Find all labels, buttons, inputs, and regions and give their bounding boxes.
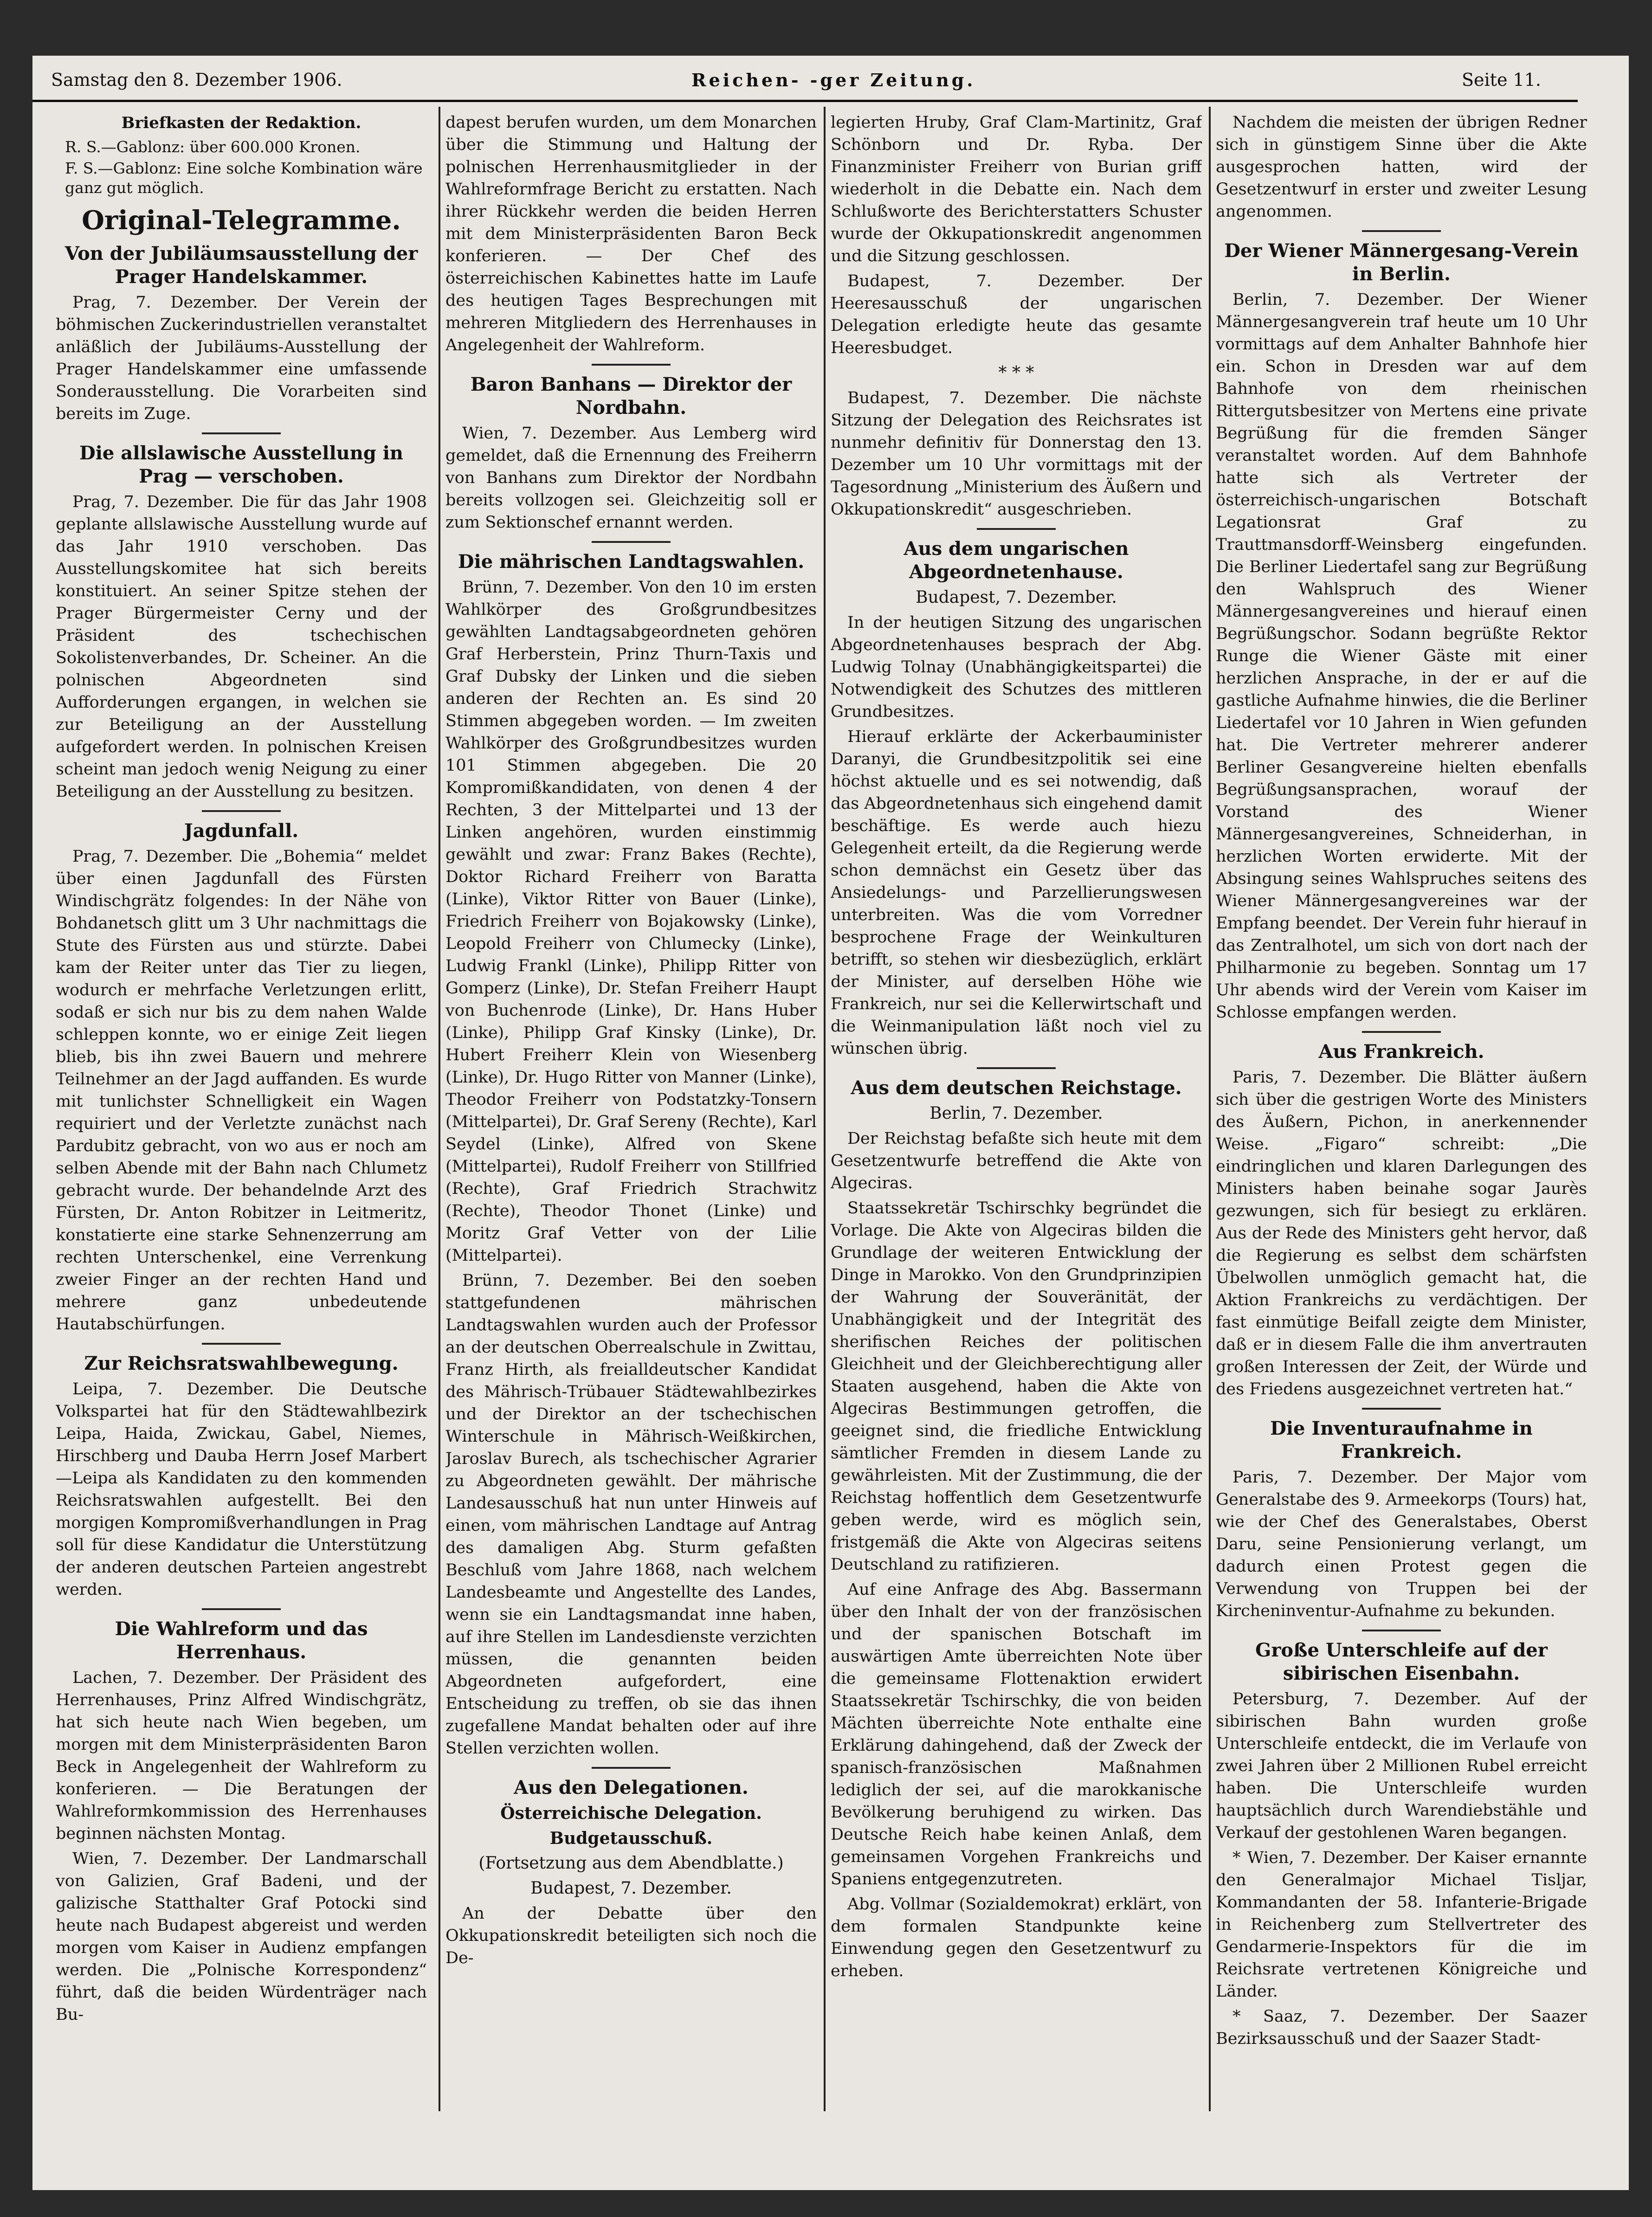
article-title: Aus dem deutschen Reichstage. bbox=[851, 1077, 1182, 1099]
separator bbox=[592, 1767, 671, 1769]
separator bbox=[977, 1067, 1056, 1069]
article-title: Aus den Delegationen. bbox=[514, 1777, 749, 1798]
article-text: Auf eine Anfrage des Abg. Bassermann über den Inhalt der von der französischen und der spanischen Botschaft im auswärtigen Amte überreichten Note über die gemeinsame Flottenaktion erwidert Staatssekretär Tschirschky, die von beiden Mächten überreichte Note enthalte eine Erklärung dahingehend, daß der Zweck der spanisch‑französischen Maßnahmen lediglich der sei, auf die marokkanische Bevölkerung beruhigend zu wirken. Das Deutsche Reich habe keinen Anlaß, dem gemeinsamen Vorgehen Frankreichs und Spaniens entgegenzutreten. bbox=[831, 1580, 1202, 1888]
header-date: Samstag den 8. Dezember 1906. bbox=[51, 70, 342, 90]
separator bbox=[592, 541, 671, 543]
separator bbox=[202, 810, 281, 812]
column-rule bbox=[824, 107, 826, 2111]
header-page-number: Seite 11. bbox=[1462, 70, 1541, 90]
article-title: Die Wahlreform und das Herrenhaus. bbox=[115, 1618, 368, 1663]
dateline: Budapest, 7. Dezember. bbox=[530, 1879, 732, 1898]
separator bbox=[202, 432, 281, 434]
briefkasten-line: F. S.—Gablonz: Eine solche Kombination wäre ganz gut möglich. bbox=[65, 159, 423, 197]
briefkasten-title: Briefkasten der Redaktion. bbox=[121, 114, 361, 132]
article-title: Baron Banhans — Direktor der Nordbahn. bbox=[470, 374, 792, 419]
article-text: Lachen, 7. Dezember. Der Präsident des Herrenhauses, Prinz Alfred Windischgrätz, hat sich heute nach Wien begeben, um morgen mit dem Ministerpräsidenten Baron Beck in Angelegenheit der Wahlreform zu konferieren. — Die Beratungen der Wahlreformkommission des Herrenhauses beginnen nächsten Montag. bbox=[56, 1669, 427, 1843]
article-title: Aus Frankreich. bbox=[1318, 1041, 1484, 1063]
column-rule bbox=[439, 107, 440, 2111]
header-rule bbox=[32, 100, 1578, 102]
article-title: Von der Jubiläumsausstellung der Prager Handelskammer. bbox=[65, 243, 418, 288]
article-title: Der Wiener Männergesang‑Verein in Berlin. bbox=[1224, 240, 1579, 285]
article-text: Budapest, 7. Dezember. Der Heeresausschuß der ungarischen Delegation erledigte heute das gesamte Heeresbudget. bbox=[831, 272, 1202, 357]
separator bbox=[1362, 1408, 1441, 1410]
separator bbox=[977, 528, 1056, 530]
article-text: Nachdem die meisten der übrigen Redner sich in günstigem Sinne über die Akte ausgesprochen hatten, wird der Gesetzentwurf in erster und zweiter Lesung angenommen. bbox=[1216, 113, 1587, 221]
article-text: dapest berufen wurden, um dem Monarchen über die Stimmung und Haltung der polnischen Herrenhausmitglieder in der Wahlreformfrage Bericht zu erstatten. Nach ihrer Rückkehr werden die beiden Herren mit dem Ministerpräsidenten Baron Beck konferieren. — Der Chef des österreichischen Kabinettes hatte im Laufe des heutigen Tages Besprechungen mit mehreren Mitgliedern des Herrenhauses in Angelegenheit der Wahlreform. bbox=[445, 113, 817, 354]
original-telegramme-title: Original‑Telegramme. bbox=[82, 205, 401, 236]
briefkasten-line: R. S.—Gablonz: über 600.000 Kronen. bbox=[65, 138, 361, 156]
article-text: legierten Hruby, Graf Clam‑Martinitz, Graf Schönborn und Dr. Ryba. Der Finanzminister Freiherr von Burian griff wiederholt in die Debatte ein. Nach dem Schlußworte des Berichterstatters Schuster wurde der Okkupationskredit angenommen und die Sitzung geschlossen. bbox=[831, 113, 1202, 265]
separator bbox=[592, 364, 671, 366]
subheading: (Fortsetzung aus dem Abendblatte.) bbox=[478, 1854, 784, 1873]
column-1 bbox=[56, 111, 427, 2107]
separator bbox=[1362, 1630, 1441, 1631]
separator bbox=[202, 1343, 281, 1345]
article-text: Prag, 7. Dezember. Der Verein der böhmischen Zuckerindustriellen veranstaltet anläßlich der Jubiläums‑Ausstellung der Prager Handelskammer eine umfassende Sonderausstellung. Die Vorarbeiten sind bereits im Zuge. bbox=[56, 293, 427, 423]
article-text: An der Debatte über den Okkupationskredit beteiligten sich noch die De‑ bbox=[445, 1904, 817, 1967]
subheading: Budgetausschuß. bbox=[549, 1829, 713, 1848]
article-title: Aus dem ungarischen Abgeordnetenhause. bbox=[903, 538, 1129, 583]
article-text: Abg. Vollmar (Sozialdemokrat) erklärt, von dem formalen Standpunkte keine Einwendung gegen den Gesetzentwurf zu erheben. bbox=[831, 1895, 1202, 1980]
separator bbox=[1362, 230, 1441, 232]
article-text: Hierauf erklärte der Ackerbauminister Daranyi, die Grundbesitzpolitik sei eine höchst aktuelle und es sei notwendig, daß das Abgeordnetenhaus sich eingehend damit beschäftige. Es werde auch hiezu Gelegenheit erteilt, da die Regierung werde schon demnächst ein Gesetz über das Ansiedelungs‑ und Parzellierungswesen unterbreiten. Was die vom Vorredner besprochene Frage der Weinkulturen betrifft, so stehen wir diesbezüglich, erklärt der Minister, auf derselben Höhe wie Frankreich, nur sei die Kellerwirtschaft und die Weinmanipulation läßt noch viel zu wünschen übrig. bbox=[831, 728, 1202, 1058]
column-3 bbox=[831, 111, 1202, 2107]
article-title: Die Inventuraufnahme in Frankreich. bbox=[1270, 1418, 1533, 1463]
separator bbox=[202, 1608, 281, 1610]
article-text: * Saaz, 7. Dezember. Der Saazer Bezirksausschuß und der Saazer Stadt‑ bbox=[1216, 2007, 1587, 2048]
article-text: Paris, 7. Dezember. Der Major vom Generalstabe des 9. Armeekorps (Tours) hat, wie der Chef des Generalstabes, Oberst Daru, seine Pensionierung verlangt, um dadurch einen Protest gegen die Verwendung von Truppen bei der Kircheninventur‑Aufnahme zu bekunden. bbox=[1216, 1468, 1587, 1620]
article-text: Wien, 7. Dezember. Der Landmarschall von Galizien, Graf Badeni, und der galizische Statthalter Graf Potocki sind heute nach Budapest abgereist und werden morgen vom Kaiser in Audienz empfangen werden. Die „Polnische Korrespondenz“ führt, daß die beiden Würdenträger nach Bu‑ bbox=[56, 1850, 427, 2024]
article-text: In der heutigen Sitzung des ungarischen Abgeordnetenhauses besprach der Abg. Ludwig Tolnay (Unabhängigkeitspartei) die Notwendigkeit des Schutzes des mittleren Grundbesitzes. bbox=[831, 613, 1202, 721]
column-rule bbox=[1209, 107, 1211, 2111]
article-text: Prag, 7. Dezember. Die „Bohemia“ meldet über einen Jagdunfall des Fürsten Windischgrätz folgendes: In der Nähe von Bohdanetsch glitt um 3 Uhr nachmittags die Stute des Fürsten aus und stürzte. Dabei kam der Reiter unter das Tier zu liegen, wodurch er mehrfache Verletzungen erlitt, sodaß er sich nur bis zu dem nahen Walde schleppen konnte, wo er einige Zeit liegen blieb, bis ihn zwei Bauern und mehrere Teilnehmer an der Jagd auffanden. Es wurde mit tunlichster Schnelligkeit ein Wagen requiriert und der Verletzte zunächst nach Pardubitz gebracht, von wo aus er noch am selben Abende mit der Bahn nach Chlumetz gebracht wurde. Der behandelnde Arzt des Fürsten, Dr. Anton Robitzer in Leitmeritz, konstatierte eine starke Sehnenzerrung am rechten Unterschenkel, eine Verrenkung zweier Finger an der rechten Hand und mehrere ganz unbedeutende Hautabschürfungen. bbox=[56, 847, 427, 1334]
article-text: Brünn, 7. Dezember. Von den 10 im ersten Wahlkörper des Großgrundbesitzes gewählten Landtagsabgeordneten gehören Graf Herberstein, Prinz Thurn‑Taxis und Graf Dubsky der Linken und die sieben anderen der Rechten an. Es sind 20 Stimmen abgegeben worden. — Im zweiten Wahlkörper des Großgrundbesitzes wurden 101 Stimmen abgegeben. Die 20 Kompromißkandidaten, von denen 4 der Rechten, 3 der Mittelpartei und 13 der Linken angehören, wurden einstimmig gewählt und zwar: Franz Bakes (Rechte), Doktor Richard Freiherr von Baratta (Linke), Viktor Ritter von Bauer (Linke), Friedrich Freiherr von Bojakowsky (Linke), Leopold Freiherr von Chlumecky (Linke), Ludwig Frankl (Linke), Philipp Ritter von Gomperz (Linke), Dr. Stefan Freiherr Haupt von Buchenrode (Linke), Dr. Hans Huber (Linke), Philipp Graf Kinsky (Linke), Dr. Hubert Freiherr Klein von Wiesenberg (Linke), Dr. Hugo Ritter von Manner (Linke), Theodor Freiherr von Podstatzky‑Tonsern (Mittelpartei), Dr. Graf Sereny (Rechte), Karl Seydel (Linke), Alfred von Skene (Mittelpartei), Rudolf Freiherr von Stillfried (Rechte), Graf Friedrich Strachwitz (Rechte), Theodor Thonet (Linke) und Moritz Graf Vetter von der Lilie (Mittelpartei). bbox=[445, 578, 817, 1265]
dateline: Berlin, 7. Dezember. bbox=[929, 1104, 1103, 1123]
article-text: * Wien, 7. Dezember. Der Kaiser ernannte den Generalmajor Michael Tisljar, Kommandanten der 58. Infanterie‑Brigade in Reichenberg zum Stellvertreter des Gendarmerie‑Inspektors für die im Reichsrate vertretenen Königreiche und Länder. bbox=[1216, 1849, 1587, 2001]
separator bbox=[1362, 1031, 1441, 1033]
article-title: Große Unterschleife auf der sibirischen Eisenbahn. bbox=[1255, 1639, 1548, 1684]
article-text: Leipa, 7. Dezember. Die Deutsche Volkspartei hat für den Städtewahlbezirk Leipa, Haida, Zwickau, Gabel, Niemes, Hirschberg und Dauba Herrn Josef Marbert—Leipa als Kandidaten zu den kommenden Reichsratswahlen aufgestellt. Bei den morgigen Kompromißverhandlungen in Prag soll für diese Kandidatur die Unterstützung der anderen deutschen Parteien angestrebt werden. bbox=[56, 1380, 427, 1599]
column-4 bbox=[1216, 111, 1587, 2107]
article-title: Zur Reichsratswahlbewegung. bbox=[84, 1353, 399, 1374]
subheading: Österreichische Delegation. bbox=[500, 1804, 762, 1823]
header-paper-title: Reichen‑ ‑ger Zeitung. bbox=[691, 70, 976, 90]
article-text: Der Reichstag befaßte sich heute mit dem Gesetzentwurfe betreffend die Akte von Algeciras. bbox=[831, 1129, 1202, 1192]
article-title: Die allslawische Ausstellung in Prag — verschoben. bbox=[79, 442, 403, 487]
section-stars: * * * bbox=[998, 363, 1034, 382]
column-2 bbox=[445, 111, 817, 2107]
article-text: Staatssekretär Tschirschky begründet die Vorlage. Die Akte von Algeciras bilden die Grundlage der weiteren Entwicklung der Dinge in Marokko. Von den Grundprinzipien der Wahrung der Souveränität, der Unabhängigkeit und der Integrität des sherifischen Reiches der politischen Gleichheit und der Gleichberechtigung aller Staaten ausgehend, haben die Akte von Algeciras Bestimmungen getroffen, die geeignet sind, die friedliche Entwicklung sämtlicher Fremden in diesem Lande zu gewährleisten. Mit der Zustimmung, die der Reichstag hoffentlich dem Gesetzentwurfe geben werde, wird es möglich sein, fristgemäß die Akte von Algeciras seitens Deutschland zu ratifizieren. bbox=[831, 1199, 1202, 1574]
article-text: Berlin, 7. Dezember. Der Wiener Männergesangverein traf heute um 10 Uhr vormittags auf dem Anhalter Bahnhofe hier ein. Schon in Dresden war auf dem Bahnhofe von dem rheinischen Rittergutsbesitzer von Mertens eine private Begrüßung für die fremden Sänger veranstaltet worden. Auf dem Bahnhofe hatte sich als Vertreter der österreichisch‑ungarischen Botschaft Legationsrat Graf zu Trauttmansdorff‑Weinsberg eingefunden. Die Berliner Liedertafel sang zur Begrüßung den Wahlspruch des Wiener Männergesangvereines und hierauf einen Begrüßungschor. Sodann begrüßte Rektor Runge die Wiener Gäste mit einer herzlichen Ansprache, in der er auf die gastliche Aufnahme hinwies, die die Berliner Liedertafel vor 10 Jahren in Wien gefunden hat. Die Vertreter mehrerer anderer Berliner Gesangvereine hielten ebenfalls Begrüßungsansprachen, worauf der Vorstand des Wiener Männergesangvereines, Schneiderhan, in herzlichen Worten erwiderte. Mit der Absingung seines Wahlspruches seitens des Wiener Männergesangvereines war der Empfang beendet. Der Verein fuhr hierauf in das Zentralhotel, um sich von dort nach der Philharmonie zu begeben. Sonntag um 17 Uhr abends wird der Verein vom Kaiser im Schlosse empfangen werden. bbox=[1216, 290, 1587, 1022]
article-text: Paris, 7. Dezember. Die Blätter äußern sich über die gestrigen Worte des Ministers des Äußern, Pichon, in anerkennender Weise. „Figaro“ schreibt: „Die eindringlichen und klaren Darlegungen des Ministers haben beinahe sogar Jaurès gezwungen, sich für besiegt zu erklären. Aus der Rede des Ministers geht hervor, daß die Regierung es selbst dem schärfsten Übelwollen unmöglich gemacht hat, die Aktion Frankreichs zu verdächtigen. Der fast einmütige Beifall zeigte dem Minister, daß er in diesem Falle die ihm anvertrauten großen Interessen der Zeit, der Würde und des Friedens ausgezeichnet vertreten hat.“ bbox=[1216, 1068, 1587, 1399]
article-title: Jagdunfall. bbox=[184, 820, 299, 842]
article-text: Petersburg, 7. Dezember. Auf der sibirischen Bahn wurden große Unterschleife entdeckt, die im Verlaufe von zwei Jahren über 2 Millionen Rubel erreicht haben. Die Unterschleife wurden hauptsächlich durch Warendiebstähle und Verkauf der gestohlenen Waren begangen. bbox=[1216, 1690, 1587, 1842]
article-title: Die mährischen Landtagswahlen. bbox=[458, 551, 805, 573]
dateline: Budapest, 7. Dezember. bbox=[916, 588, 1117, 607]
article-text: Brünn, 7. Dezember. Bei den soeben stattgefundenen mährischen Landtagswahlen wurden auch der Professor an der deutschen Oberrealschule in Zwittau, Franz Hirth, als freialldeutscher Kandidat des Mährisch‑Trübauer Städtewahlbezirkes und der Direktor an der tschechischen Winterschule in Mährisch‑Weißkirchen, Jaroslav Burech, als tschechischer Agrarier zu Abgeordneten gewählt. Der mährische Landesausschuß hat nun unter Hinweis auf einen, vom mährischen Landtage auf Antrag des damaligen Abg. Sturm gefaßten Beschluß vom Jahre 1868, nach welchem Landesbeamte und Angestellte des Landes, wenn sie ein Landtagsmandat inne haben, auf ihre Stellen im Landesdienste verzichten müssen, die genannten beiden Abgeordneten aufgefordert, eine Entscheidung zu treffen, ob sie das ihnen zugefallene Mandat behalten oder auf ihre Stellen verzichten wollen. bbox=[445, 1271, 817, 1758]
article-text: Budapest, 7. Dezember. Die nächste Sitzung der Delegation des Reichsrates ist nunmehr definitiv für Donnerstag den 13. Dezember um 10 Uhr vormittags mit der Tagesordnung „Ministerium des Äußern und Okkupationskredit“ ausgeschrieben. bbox=[831, 389, 1202, 519]
article-text: Wien, 7. Dezember. Aus Lemberg wird gemeldet, daß die Ernennung des Freiherrn von Banhans zum Direktor der Nordbahn bereits vollzogen sei. Gleichzeitig soll er zum Sektionschef ernannt werden. bbox=[445, 424, 817, 532]
page-header bbox=[32, 60, 1564, 102]
article-text: Prag, 7. Dezember. Die für das Jahr 1908 geplante allslawische Ausstellung wurde auf das Jahr 1910 verschoben. Das Ausstellungskomitee hat sich bereits konstituiert. An seiner Spitze stehen der Prager Bürgermeister Cerny und der Präsident des tschechischen Sokolistenverbandes, Dr. Scheiner. An die polnischen Abgeordneten sind Aufforderungen ergangen, in welchen sie zur Beteiligung an der Ausstellung aufgefordert werden. In polnischen Kreisen scheint man jedoch wenig Neigung zu einer Beteiligung an der Ausstellung zu besitzen. bbox=[56, 493, 427, 801]
